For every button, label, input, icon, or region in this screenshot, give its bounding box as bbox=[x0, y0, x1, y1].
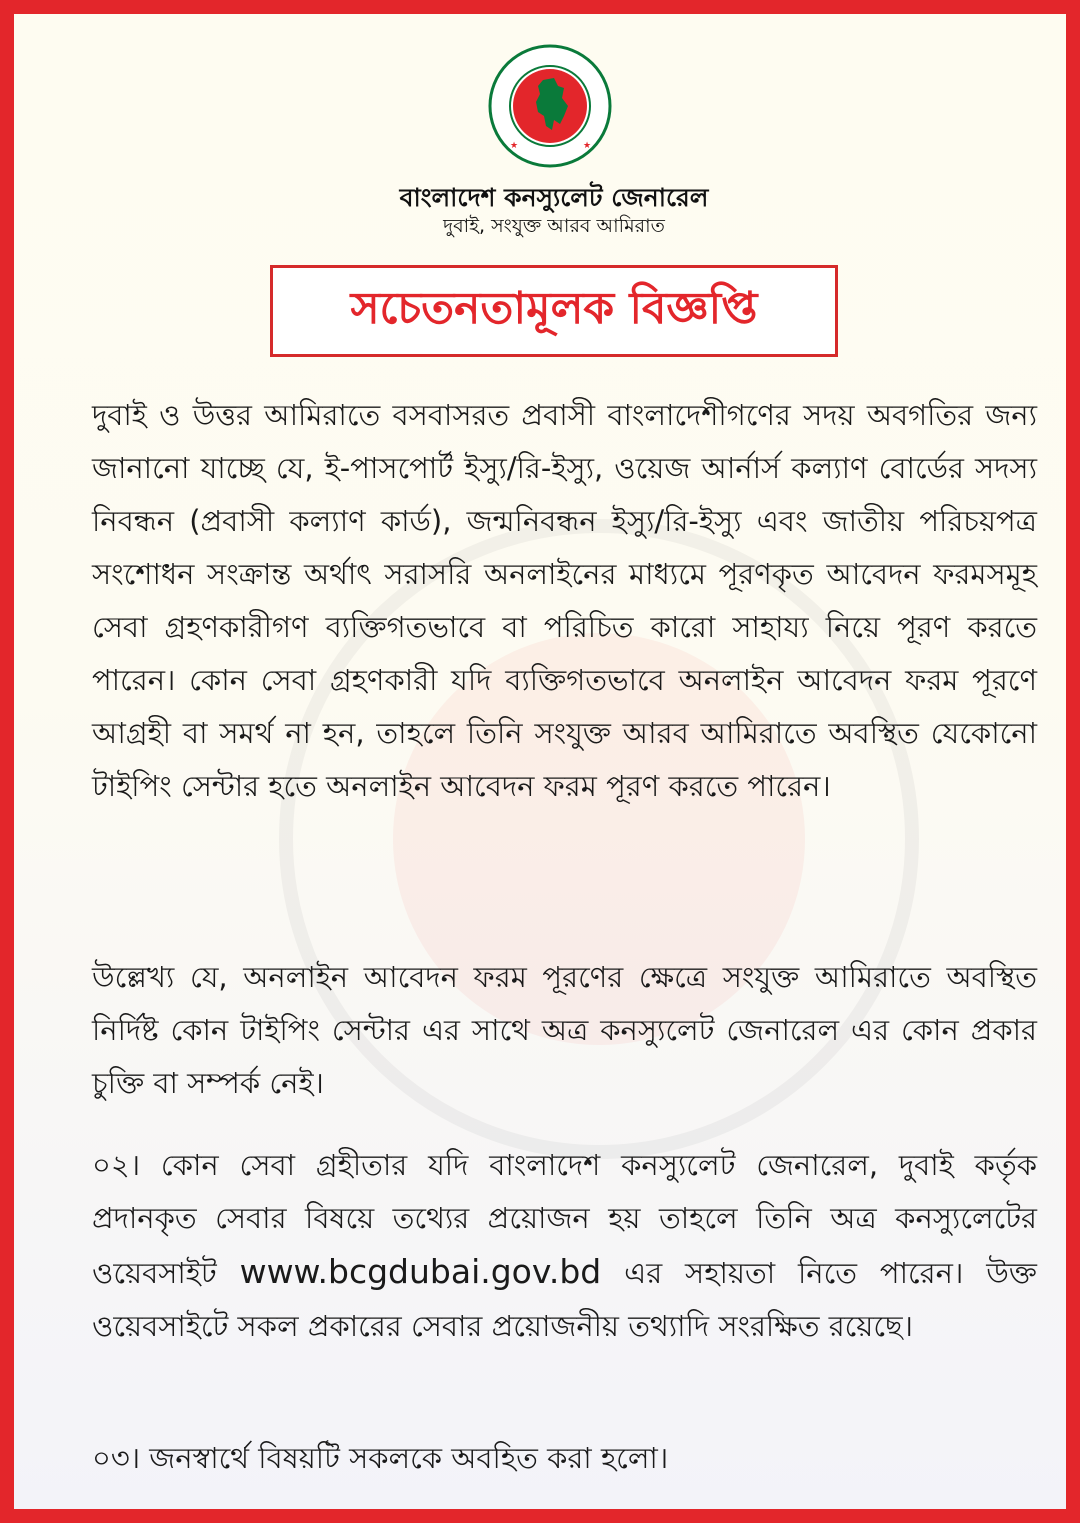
paragraph-3 bbox=[92, 1139, 1037, 1353]
website-link[interactable]: www.bcgdubai.gov.bd bbox=[239, 1252, 602, 1291]
paragraph-1: দুবাই ও উত্তর আমিরাতে বসবাসরত প্রবাসী বাংলাদেশীগণের সদয় অবগতির জন্য জানানো যাচ্ছে যে, ই-পাসপোর্ট ইস্যু/রি-ইস্যু, ওয়েজ আর্নার্স কল্যাণ বোর্ডের সদস্য নিবন্ধন (প্রবাসী কল্যাণ কার্ড), জন্মনিবন্ধন ইস্যু/রি-ইস্যু এবং জাতীয় পরিচয়পত্র সংশোধন সংক্রান্ত অর্থাৎ সরাসরি অনলাইনের মাধ্যমে পূরণকৃত আবেদন ফরমসমূহ সেবা গ্রহণকারীগণ ব্যক্তিগতভাবে বা পরিচিত কারো সাহায্য নিয়ে পূরণ করতে পারেন। কোন সেবা গ্রহণকারী যদি ব্যক্তিগতভাবে অনলাইন আবেদন ফরম পূরণে আগ্রহী বা সমর্থ না হন, তাহলে তিনি সংযুক্ত আরব আমিরাতে অবস্থিত যেকোনো টাইপিং সেন্টার হতে অনলাইন আবেদন ফরম পূরণ করতে পারেন। bbox=[92, 398, 1037, 803]
consulate-location: দুবাই, সংযুক্ত আরব আমিরাত bbox=[443, 215, 665, 237]
svg-text:★: ★ bbox=[583, 141, 592, 151]
svg-text:★: ★ bbox=[510, 141, 519, 151]
notice-title-box bbox=[270, 265, 838, 357]
consulate-name: বাংলাদেশ কনস্যুলেট জেনারেল bbox=[399, 183, 709, 212]
paragraph-3-text-b: এর সহায়তা নিতে পারেন। উক্ত ওয়েবসাইটে সকল প্রকারের সেবার প্রয়োজনীয় তথ্যাদি সংরক্ষিত রয়েছে। bbox=[92, 1256, 1037, 1343]
government-seal-logo bbox=[488, 44, 612, 168]
paragraph-4: ০৩। জনস্বার্থে বিষয়টি সকলকে অবহিত করা হলো। bbox=[92, 1441, 669, 1475]
paragraph-3-text-a: ০২। কোন সেবা গ্রহীতার যদি বাংলাদেশ কনস্যুলেট জেনারেল, দুবাই কর্তৃক প্রদানকৃত সেবার বিষয়ে তথ্যের প্রয়োজন হয় তাহলে তিনি অত্র কনস্যুলেটের ওয়েবসাইট bbox=[92, 1148, 1037, 1290]
notice-title: সচেতনতামূলক বিজ্ঞপ্তি bbox=[350, 282, 758, 334]
paragraph-2: উল্লেখ্য যে, অনলাইন আবেদন ফরম পূরণের ক্ষেত্রে সংযুক্ত আমিরাতে অবস্থিত নির্দিষ্ট কোন টাইপিং সেন্টার এর সাথে অত্র কনস্যুলেট জেনারেল এর কোন প্রকার চুক্তি বা সম্পর্ক নেই। bbox=[92, 960, 1037, 1100]
